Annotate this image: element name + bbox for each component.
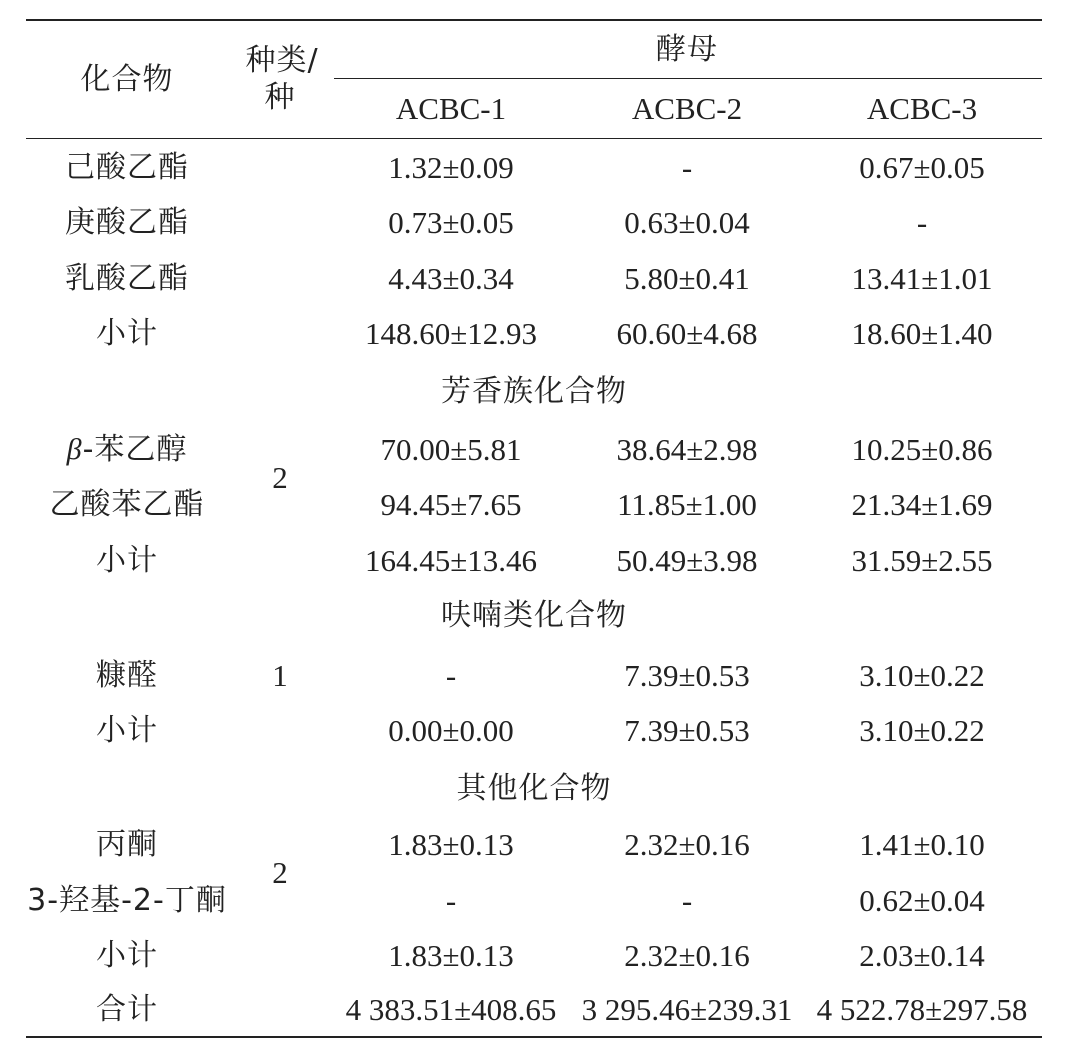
compound-name: [65, 261, 189, 297]
value-cell-acbc2: 0.63±0.04: [624, 205, 750, 240]
value-cell-acbc2: 60.60±4.68: [616, 316, 758, 351]
value-cell-acbc1: 164.45±13.46: [364, 543, 538, 578]
value-cell-acbc2: 7.39±0.53: [624, 713, 750, 748]
value-cell-acbc3: 31.59±2.55: [851, 543, 993, 578]
compound-name-text: 3-羟基-2-丁酮: [27, 883, 227, 918]
compound-name: [96, 713, 158, 749]
value-cell-acbc1: 4.43±0.34: [388, 261, 514, 296]
value-cell-acbc2: 3 295.46±239.31: [581, 992, 793, 1027]
header-col-acbc2: ACBC-2: [631, 91, 743, 126]
compound-name: [96, 938, 158, 974]
value-cell-acbc2: 2.32±0.16: [624, 938, 750, 973]
value-cell-acbc3: -: [916, 205, 928, 240]
compound-name: [27, 883, 227, 919]
value-cell-acbc1: 1.83±0.13: [388, 938, 514, 973]
header-col-acbc1: ACBC-1: [395, 91, 507, 126]
top-rule: [26, 19, 1042, 21]
compound-name-text: 庚酸乙酯: [65, 205, 189, 240]
compound-name-text: 合计: [96, 992, 158, 1027]
header-kind-line1: 种类/: [245, 43, 319, 78]
value-cell-acbc1: 0.00±0.00: [388, 713, 514, 748]
compound-name: [96, 992, 158, 1028]
value-cell-acbc1: 94.45±7.65: [380, 487, 522, 522]
header-yeast: 酵母: [656, 32, 718, 67]
compound-name-text: 糠醛: [96, 658, 158, 693]
compound-name-text: 乳酸乙酯: [65, 261, 189, 296]
section-heading: 其他化合物: [456, 771, 612, 806]
compound-name-text: 小计: [96, 543, 158, 578]
compound-name: [65, 150, 189, 186]
value-cell-acbc1: 4 383.51±408.65: [345, 992, 557, 1027]
value-cell-acbc3: 21.34±1.69: [851, 487, 993, 522]
kind-furan: 1: [272, 658, 288, 693]
value-cell-acbc3: 3.10±0.22: [859, 713, 985, 748]
compound-name-text: 丙酮: [96, 827, 158, 862]
value-cell-acbc3: 0.67±0.05: [859, 150, 985, 185]
compound-name: [96, 658, 158, 694]
header-compound: 化合物: [80, 62, 174, 97]
value-cell-acbc3: 13.41±1.01: [851, 261, 993, 296]
value-cell-acbc3: 10.25±0.86: [851, 432, 993, 467]
compound-name: [67, 432, 188, 468]
compound-name-text: 乙酸苯乙酯: [49, 487, 205, 522]
value-cell-acbc3: 4 522.78±297.58: [816, 992, 1028, 1027]
bottom-rule: [26, 1036, 1042, 1038]
value-cell-acbc1: 148.60±12.93: [364, 316, 538, 351]
value-cell-acbc3: 18.60±1.40: [851, 316, 993, 351]
value-cell-acbc3: 1.41±0.10: [859, 827, 985, 862]
value-cell-acbc2: 2.32±0.16: [624, 827, 750, 862]
compound-name: [96, 316, 158, 352]
value-cell-acbc2: 50.49±3.98: [616, 543, 758, 578]
value-cell-acbc1: 0.73±0.05: [388, 205, 514, 240]
header-col-acbc3: ACBC-3: [866, 91, 978, 126]
compound-name-prefix: β: [66, 433, 83, 466]
compound-name-text: -苯乙醇: [82, 432, 188, 467]
value-cell-acbc2: 11.85±1.00: [617, 487, 757, 522]
compound-name: [50, 487, 205, 523]
value-cell-acbc3: 2.03±0.14: [859, 938, 985, 973]
compound-name: [96, 543, 158, 579]
value-cell-acbc1: 1.83±0.13: [388, 827, 514, 862]
value-cell-acbc2: 38.64±2.98: [616, 432, 758, 467]
value-cell-acbc2: 7.39±0.53: [624, 658, 750, 693]
header-kind-line2: 种: [264, 80, 296, 115]
compound-name-text: 小计: [96, 316, 158, 351]
section-heading: 呋喃类化合物: [441, 598, 627, 633]
section-heading: 芳香族化合物: [441, 374, 627, 409]
value-cell-acbc3: 0.62±0.04: [859, 883, 985, 918]
value-cell-acbc2: -: [681, 150, 693, 185]
value-cell-acbc2: 5.80±0.41: [624, 261, 750, 296]
compound-name-text: 小计: [96, 713, 158, 748]
yeast-underline: [334, 78, 1042, 79]
value-cell-acbc3: 3.10±0.22: [859, 658, 985, 693]
value-cell-acbc1: -: [445, 883, 457, 918]
compound-name: [96, 827, 158, 863]
header-bottom-rule: [26, 138, 1042, 139]
value-cell-acbc1: 1.32±0.09: [388, 150, 514, 185]
compound-name: [65, 205, 189, 241]
value-cell-acbc2: -: [681, 883, 693, 918]
kind-aromatic: 2: [272, 460, 288, 495]
value-cell-acbc1: -: [445, 658, 457, 693]
compound-name-text: 己酸乙酯: [65, 150, 189, 185]
kind-other: 2: [272, 855, 288, 890]
value-cell-acbc1: 70.00±5.81: [380, 432, 522, 467]
compound-name-text: 小计: [96, 938, 158, 973]
